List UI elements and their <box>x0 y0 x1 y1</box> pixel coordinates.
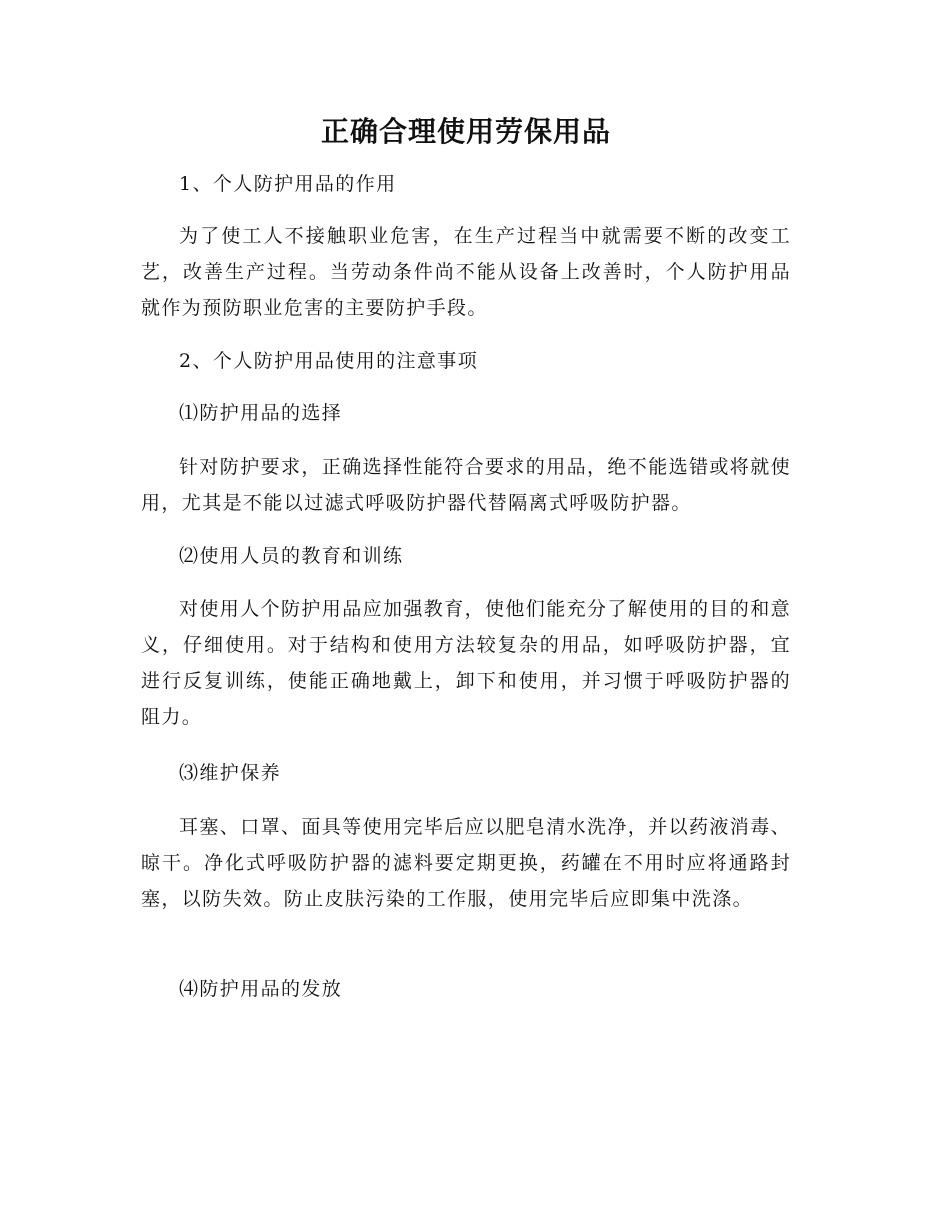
body-paragraph-3: 对使用人个防护用品应加强教育，使他们能充分了解使用的目的和意义，仔细使用。对于结构和使用方法较复杂的用品，如呼吸防护器，宜进行反复训练，使能正确地戴上，卸下和使用，并习惯于呼吸防护器的阻力。 <box>141 598 792 728</box>
body-paragraph-1: 为了使工人不接触职业危害，在生产过程当中就需要不断的改变工艺，改善生产过程。当劳动条件尚不能从设备上改善时，个人防护用品就作为预防职业危害的主要防护手段。 <box>141 225 791 319</box>
section-heading-2: 2、个人防护用品使用的注意事项 <box>179 350 479 372</box>
subsection-heading-3: ⑶维护保养 <box>179 762 282 784</box>
body-paragraph-2: 针对防护要求，正确选择性能符合要求的用品，绝不能选错或将就使用，尤其是不能以过滤式呼吸防护器代替隔离式呼吸防护器。 <box>141 456 792 514</box>
document-title: 正确合理使用劳保用品 <box>320 115 611 148</box>
subsection-heading-1: ⑴防护用品的选择 <box>179 402 343 424</box>
body-paragraph-4: 耳塞、口罩、面具等使用完毕后应以肥皂清水洗净，并以药液消毒、晾干。净化式呼吸防护器的滤料要定期更换，药罐在不用时应将通路封塞，以防失效。防止皮肤污染的工作服，使用完毕后应即集中洗涤。 <box>141 816 792 910</box>
subsection-heading-4: ⑷防护用品的发放 <box>179 978 343 1000</box>
section-heading-1: 1、个人防护用品的作用 <box>179 173 397 195</box>
subsection-heading-2: ⑵使用人员的教育和训练 <box>179 545 404 567</box>
